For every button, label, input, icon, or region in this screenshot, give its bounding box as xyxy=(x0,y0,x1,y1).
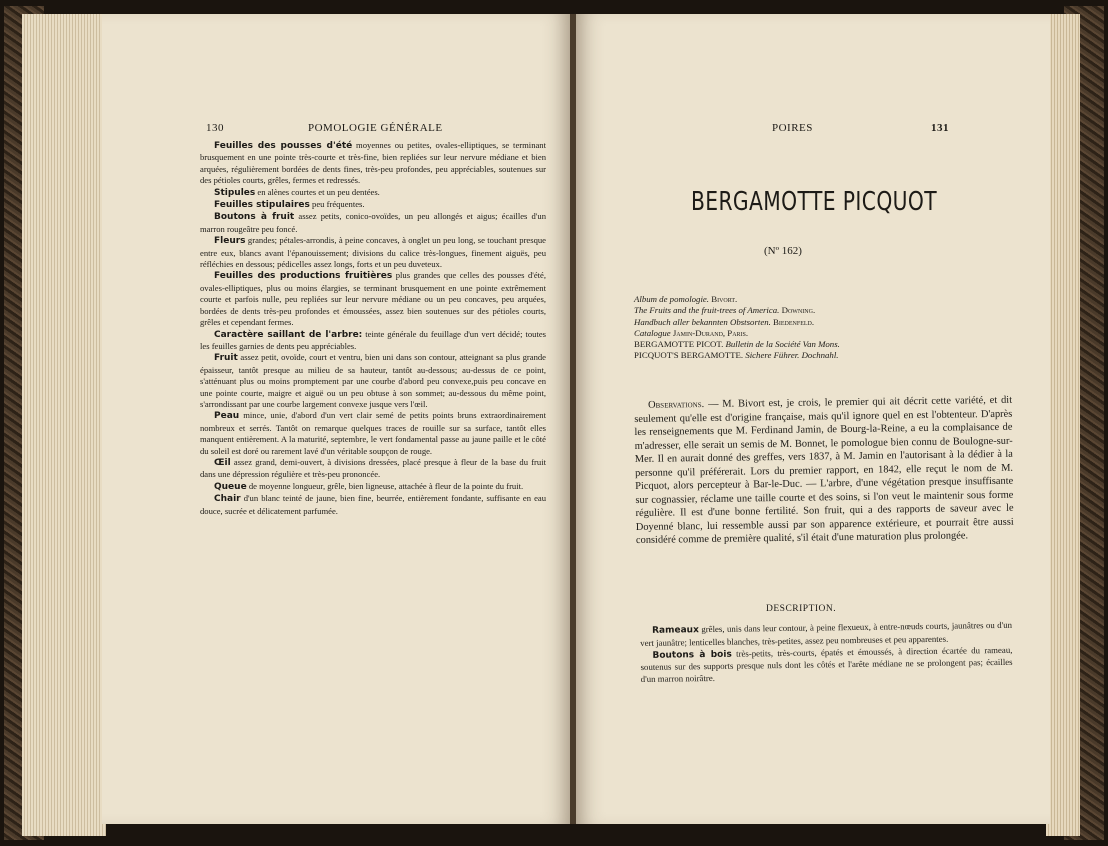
paragraph xyxy=(200,481,546,493)
reference-title: Handbuch aller bekannten Obstsorten. xyxy=(634,316,771,327)
paragraph-text: moyennes ou petites, ovales-elliptiques, se terminant brusquement en une pointe très-courte et très-fine, bien repliées sur leur nervure médiane et bien arquées, régulièrement bordées de dents fines, très-peu profondes, peu appréciables, soutenues sur des pétioles courts, grêles, fermes et redressés. xyxy=(200,140,546,186)
paragraph-text: grandes; pétales-arrondis, à peine concaves, à onglet un peu long, se touchant presque entre eux, blancs avant l'épanouissement; divisions du calice très-longues, finement aiguës, peu réfléchies en dessous; pédicelles assez longs, forts et un peu duveteux. xyxy=(200,235,546,270)
reference-title: PICQUOT'S BERGAMOTTE. xyxy=(634,350,744,361)
right-page xyxy=(576,14,1050,824)
paragraph xyxy=(200,352,546,410)
reference-entry xyxy=(634,294,994,305)
term: Feuilles des pousses d'été xyxy=(214,141,353,151)
description-section xyxy=(640,620,1013,686)
paragraph-text: assez grand, demi-ouvert, à divisions dressées, placé presque à fleur de la base du fruit dans une dépression régulière et très-peu prononcée. xyxy=(200,456,546,480)
reference-entry xyxy=(634,350,994,361)
term: Boutons à fruit xyxy=(214,212,295,223)
observations-section xyxy=(634,394,1014,548)
reference-title: Catalogue xyxy=(634,327,671,338)
paragraph-text: assez petits, conico-ovoïdes, un peu allongés et aigus; écailles d'un marron rougeâtre peu foncé. xyxy=(200,211,546,234)
reference-author: Sichere Führer. Dochnahl. xyxy=(745,350,839,361)
term: Œil xyxy=(214,457,231,468)
reference-entry xyxy=(634,339,994,350)
reference-entry xyxy=(634,328,994,339)
reference-author: Bulletin de la Société Van Mons. xyxy=(725,339,840,350)
term: Fleurs xyxy=(214,236,246,247)
term: Feuilles stipulaires xyxy=(214,200,310,211)
paragraph xyxy=(200,235,546,270)
paragraph xyxy=(200,270,546,328)
right-page-edges xyxy=(1046,14,1080,836)
paragraph xyxy=(640,644,1012,686)
paragraph-text: en alènes courtes et un peu dentées. xyxy=(255,186,380,197)
reference-title: Album de pomologie. xyxy=(634,294,710,304)
term: Fruit xyxy=(214,353,238,364)
observations-paragraph xyxy=(634,394,1014,548)
term: Stipules xyxy=(214,187,256,198)
left-page-body xyxy=(200,140,546,517)
paragraph xyxy=(200,329,546,353)
references-list xyxy=(634,294,994,362)
paragraph-text: très-petits, très-courts, épatés et émoussés, à direction écartée du rameau, soutenus sur des supports presque nuls dont les côtés et l'arête médiane ne se prolongent pas; écailles d'un marron noirâtre. xyxy=(640,644,1013,685)
paragraph-text: grêles, unis dans leur contour, à peine flexueux, à entre-nœuds courts, jaunâtres ou d'un vert jaunâtre; lenticelles blanches, très-petites, assez peu nombreuses et peu apparentes. xyxy=(640,619,1013,648)
reference-entry xyxy=(634,317,994,328)
variety-number: (Nº 162) xyxy=(764,245,802,257)
reference-entry xyxy=(634,305,994,316)
reference-title: The Fruits and the fruit-trees of America. xyxy=(634,305,780,316)
reference-author: Biedenfeld. xyxy=(773,316,815,327)
description-heading: DESCRIPTION. xyxy=(766,604,837,614)
term: Rameaux xyxy=(652,625,699,636)
paragraph xyxy=(200,211,546,235)
paragraph-text: d'un blanc teinté de jaune, bien fine, beurrée, entièrement fondante, suffisante en eau douce, sucrée et délicatement parfumée. xyxy=(200,493,546,516)
variety-title: BERGAMOTTE PICQUOT xyxy=(690,187,938,217)
paragraph xyxy=(200,140,546,187)
term: Feuilles des productions fruitières xyxy=(214,271,393,282)
paragraph xyxy=(200,493,546,517)
left-page-edges xyxy=(22,14,106,836)
reference-author: Jamin-Durand, Paris. xyxy=(672,327,749,338)
term: Caractère saillant de l'arbre: xyxy=(214,329,363,340)
term: Queue xyxy=(214,481,247,492)
paragraph-text: mince, unie, d'abord d'un vert clair semé de petits points bruns extraordinairement nombreux et serrés. Tantôt on remarque quelques traces de rouille sur sa surface, tantôt elles manquent entièrement. A la maturité, septembre, le vert fondamental passe au jaune paille et le côté du soleil est doré ou rarement lavé d'un véritable soupçon de rouge. xyxy=(200,410,546,456)
reference-title: BERGAMOTTE PICOT. xyxy=(634,339,724,350)
term: Chair xyxy=(214,494,241,505)
left-page xyxy=(102,14,570,824)
term: Boutons à bois xyxy=(652,649,732,661)
paragraph xyxy=(200,187,546,199)
paragraph xyxy=(200,199,546,211)
paragraph xyxy=(200,410,546,457)
term: Peau xyxy=(214,411,240,422)
paragraph-text: teinte générale du feuillage d'un vert décidé; toutes les feuilles garnies de dents peu appréciables. xyxy=(200,328,546,351)
observations-text: — M. Bivort est, je crois, le premier qui ait décrit cette variété, et dit seulement qu'elle est d'origine française, mais qu'il ignore quel en est l'obtenteur. D'après les renseignements que M. Ferdinand Jamin, de Bourg-la-Reine, a eu la complaisance de m'adresser, elle serait un semis de M. Bonnet, le pomologue bien connu de Boulogne-sur-Mer. Il en aurait donné des greffes, vers 1837, à M. Jamin en l'autorisant à la dédier à la personne qu'il préférerait. Lors du premier rapport, en 1842, elle reçut le nom de M. Picquot, alors percepteur à Bar-le-Duc. — L'arbre, d'une végétation presque insuffisante sur cognassier, réclame une taille courte et des soins, si l'on veut le maintenir sous forme régulière. Il est d'une bonne fertilité. Son fruit, qui a des rapports de saveur avec le Doyenné blanc, lui ressemble aussi par son apparence extérieure, et pourrait être aussi considéré comme de première qualité, s'il était d'une maturation plus prolongée. xyxy=(634,394,1014,546)
paragraph-text: plus grandes que celles des pousses d'été, ovales-elliptiques, plus ou moins élargies, se terminant brusquement en une pointe extrêmement courte et parfois nulle, peu repliées sur leur nervure médiane ou un peu concaves, peu arquées, bordées de dents très-peu profondes et émoussées, assez bien soutenues sur des pétioles courts, grêles et cependant fermes. xyxy=(200,270,546,328)
page-number: 131 xyxy=(931,122,949,134)
reference-author: Bivort. xyxy=(711,294,738,304)
paragraph-text: de moyenne longueur, grêle, bien ligneuse, attachée à fleur de la pointe du fruit. xyxy=(246,480,524,491)
paragraph-text: assez petit, ovoïde, court et ventru, bien uni dans son contour, atteignant sa plus grande épaisseur, tantôt presque au milieu de sa hauteur, tantôt au-dessous; au-dessus de ce point, s'atténuant plus ou moins promptement par une courbe d'abord peu convexe,puis peu concave en une pointe courte, maigre et aiguë ou un peu obtuse à son sommet; au-dessous du même point, s'arrondissant par une courbe largement convexe jusque vers l'œil. xyxy=(200,352,546,409)
running-title: POIRES xyxy=(772,122,813,134)
observations-label: Observations. xyxy=(648,399,705,411)
page-number: 130 xyxy=(206,122,224,134)
paragraph-text: peu fréquentes. xyxy=(309,199,365,210)
paragraph xyxy=(200,457,546,481)
running-title: POMOLOGIE GÉNÉRALE xyxy=(308,122,443,134)
reference-author: Downing. xyxy=(781,305,816,316)
